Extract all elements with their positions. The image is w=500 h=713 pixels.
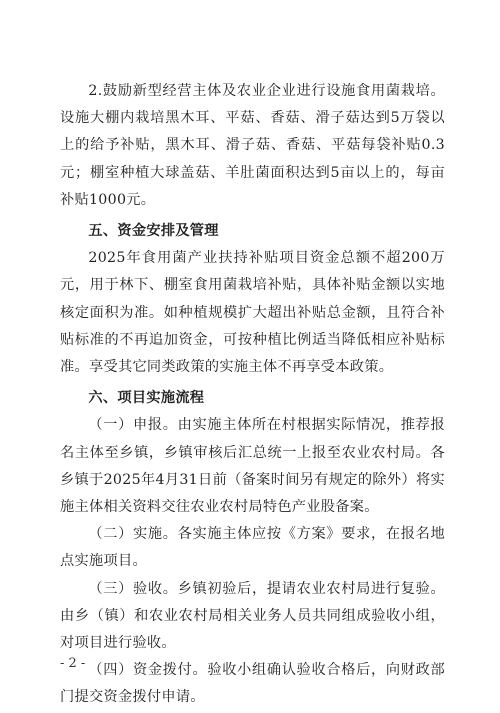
section-heading-process: 六、项目实施流程 <box>88 390 205 407</box>
section-heading-funding: 五、资金安排及管理 <box>88 223 219 240</box>
paragraph-implementation: （二）实施。各实施主体应按《方案》要求，在报名地点实施项目。 <box>60 526 445 570</box>
paragraph-application: （一）申报。由实施主体所在村根据实际情况，推荐报名主体至乡镇，乡镇审核后汇总统一上报至农业农村局。各乡镇于2025年4月31日前（备案时间另有规定的除外）将实施主体相关资料交往农业农村局特色产业股备案。 <box>60 417 445 516</box>
paragraph-acceptance: （三）验收。乡镇初验后，提请农业农村局进行复验。由乡（镇）和农业农村局相关业务人员共同组成验收小组，对项目进行验收。 <box>60 580 445 652</box>
paragraph-incentive: 2.鼓励新型经营主体及农业企业进行设施食用菌栽培。设施大棚内栽培黑木耳、平菇、香菇、滑子菇达到5万袋以上的给予补贴，黑木耳、滑子菇、香菇、平菇每袋补贴0.3元；棚室种植大球盖菇、羊肚菌面积达到5亩以上的，每亩补贴1000元。 <box>60 83 445 208</box>
paragraph-funding: 2025年食用菌产业扶持补贴项目资金总额不超200万元，用于林下、棚室食用菌栽培补贴，具体补贴金额以实地核定面积为准。如种植规模扩大超出补贴总金额，且符合补贴标准的不再追加资金，可按种植比例适当降低相应补贴标准。享受其它同类政策的实施主体不再享受本政策。 <box>60 250 445 376</box>
document-body <box>60 78 445 712</box>
paragraph-disbursement: （四）资金拨付。验收小组确认验收合格后，向财政部门提交资金拨付申请。 <box>60 662 445 706</box>
page-number: - 2 - <box>60 656 86 671</box>
